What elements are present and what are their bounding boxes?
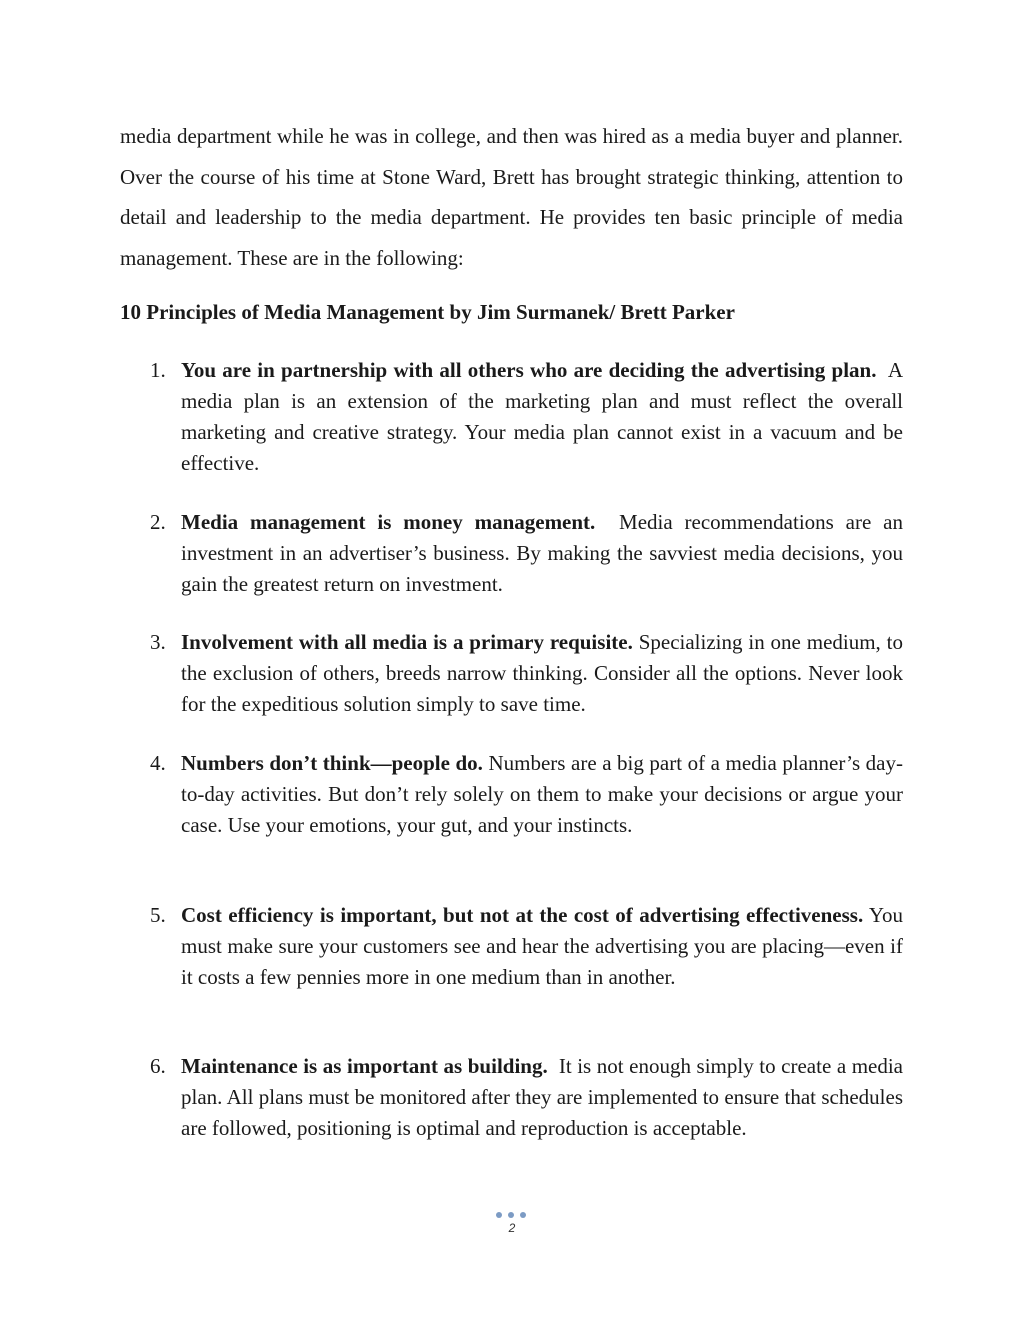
principle-lead: Media management is money management. [181, 510, 596, 534]
principle-text: Media recommendations are an investment in an advertiser’s business. By making the savviest media decisions, you gain the greatest return on investment. [181, 510, 903, 596]
principle-lead: Numbers don’t think—people do. [181, 751, 483, 775]
principle-item [150, 900, 903, 993]
principle-number: 5. [150, 903, 166, 927]
principle-number: 1. [150, 358, 166, 382]
principle-lead: Involvement with all media is a primary requisite. [181, 630, 633, 654]
principle-lead: Cost efficiency is important, but not at the cost of advertising effectiveness. [181, 903, 864, 927]
principle-body [181, 900, 903, 993]
principle-text: It is not enough simply to create a media plan. All plans must be monitored after they are implemented to ensure that schedules are followed, positioning is optimal and reproduction is acceptable. [181, 1054, 904, 1140]
principle-body [181, 507, 903, 600]
principle-text: Specializing in one medium, to the exclusion of others, breeds narrow thinking. Consider all the options. Never look for the expeditious solution simply to save time. [181, 630, 903, 716]
principle-body [181, 748, 903, 841]
principle-item [150, 507, 903, 600]
principle-number: 3. [150, 630, 166, 654]
principle-item [150, 1051, 903, 1144]
principle-lead: You are in partnership with all others who are deciding the advertising plan. [181, 358, 877, 382]
section-heading: 10 Principles of Media Management by Jim Surmanek/ Brett Parker [120, 300, 735, 324]
footer-dots-icon [496, 1212, 530, 1220]
principle-lead: Maintenance is as important as building. [181, 1054, 548, 1078]
principle-body [181, 1051, 903, 1144]
page-footer [487, 1208, 537, 1240]
page-number: 2 [508, 1221, 516, 1235]
intro-paragraph: media department while he was in college, and then was hired as a media buyer and planner. Over the course of his time at Stone Ward, Brett has brought strategic thinking, attention to detail and leadership to the media department. He provides ten basic principle of media management. These are in the following: [120, 124, 903, 270]
principle-text: You must make sure your customers see and hear the advertising you are placing—even if it costs a few pennies more in one medium than in another. [181, 903, 903, 989]
principle-body [181, 355, 903, 479]
principle-number: 6. [150, 1054, 166, 1078]
principle-text: Numbers are a big part of a media planner’s day-to-day activities. But don’t rely solely on them to make your decisions or argue your case. Use your emotions, your gut, and your instincts. [181, 751, 903, 837]
principle-number: 2. [150, 510, 166, 534]
footer-dot [508, 1212, 514, 1218]
principle-body [181, 627, 903, 720]
footer-dot [520, 1212, 526, 1218]
principle-text: A media plan is an extension of the marketing plan and must reflect the overall marketing and creative strategy. Your media plan cannot exist in a vacuum and be effective. [181, 358, 904, 475]
principle-item [150, 748, 903, 841]
footer-dot [496, 1212, 502, 1218]
principle-item [150, 355, 903, 479]
principle-number: 4. [150, 751, 166, 775]
principle-item [150, 627, 903, 720]
